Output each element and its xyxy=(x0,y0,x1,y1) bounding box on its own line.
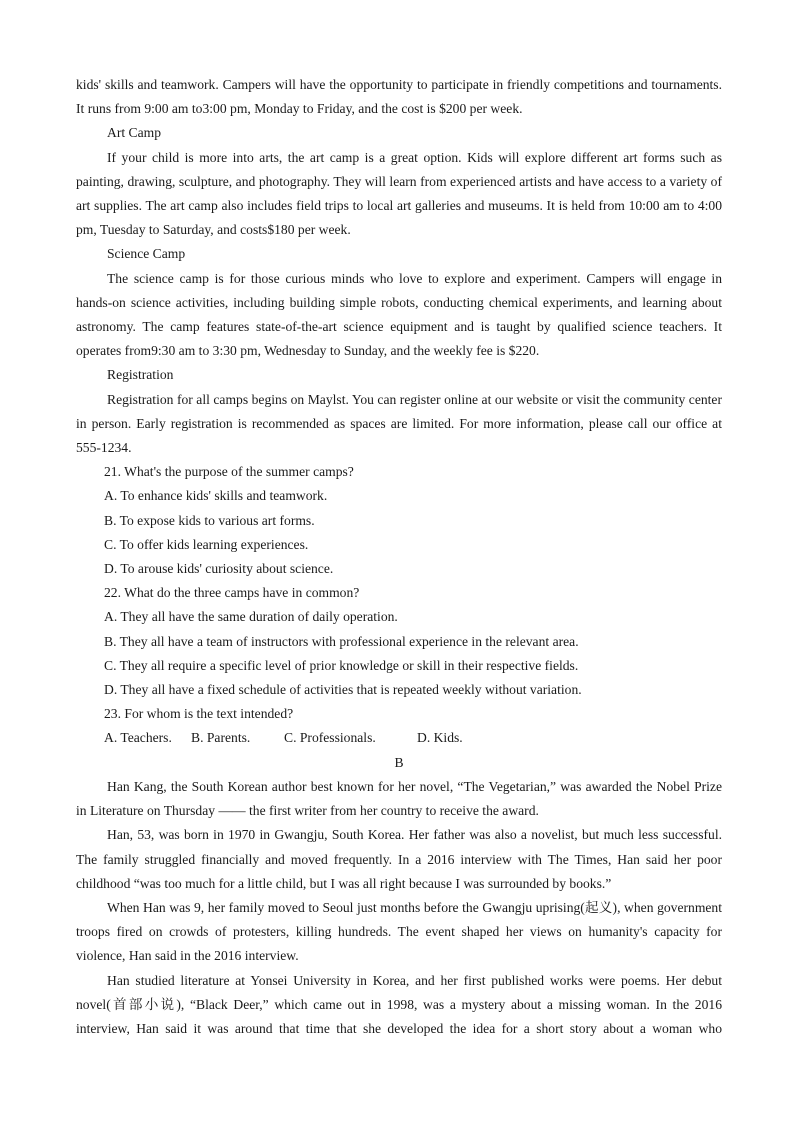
section-heading-art-camp: Art Camp xyxy=(107,125,161,141)
question-22-option-c: C. They all require a specific level of prior knowledge or skill in their respective fields. xyxy=(104,657,579,673)
section-body-art-camp: If your child is more into arts, the art camp is a great option. Kids will explore different art forms such as painting, drawing, sculpture, and photography. They will learn from experienced artists and have access to a variety of art supplies. The art camp also includes field trips to local art galleries and museums. It is held from 10:00 am to 4:00 pm, Tuesday to Saturday, and costs$180 per week. xyxy=(76,149,722,238)
question-22-option-d: D. They all have a fixed schedule of activities that is repeated weekly without variation. xyxy=(104,682,582,698)
section-heading-science-camp: Science Camp xyxy=(107,246,186,262)
question-23-stem: 23. For whom is the text intended? xyxy=(104,706,294,722)
question-22-option-b: B. They all have a team of instructors with professional experience in the relevant area. xyxy=(104,633,579,649)
question-23-options xyxy=(76,726,722,750)
question-23-option-a: A. Teachers. xyxy=(104,730,172,746)
question-23-option-d: D. Kids. xyxy=(417,730,463,746)
question-21-option-d: D. To arouse kids' curiosity about science. xyxy=(104,561,334,577)
question-21-option-a: A. To enhance kids' skills and teamwork. xyxy=(104,488,328,504)
question-22-option-a: A. They all have the same duration of daily operation. xyxy=(104,609,398,625)
exam-page xyxy=(76,73,722,1041)
question-23-option-c: C. Professionals. xyxy=(284,730,376,746)
question-23-option-b: B. Parents. xyxy=(191,730,251,746)
question-21-stem: 21. What's the purpose of the summer camps? xyxy=(104,464,354,480)
passage-a-intro-tail: kids' skills and teamwork. Campers will have the opportunity to participate in friendly competitions and tournaments. It runs from 9:00 am to3:00 pm, Monday to Friday, and the cost is $200 per week. xyxy=(76,77,722,117)
passage-b-paragraph-1: Han Kang, the South Korean author best known for her novel, “The Vegetarian,” was awarded the Nobel Prize in Literature on Thursday —— the first writer from her country to receive the award. xyxy=(76,778,722,819)
passage-b-paragraph-4: Han studied literature at Yonsei University in Korea, and her first published works were poems. Her debut novel(首部小说), “Black Deer,” which came out in 1998, was a mystery about a missing woman. In the 2016 interview, Han said it was around that time that she developed the idea for a short story about a woman who xyxy=(76,972,722,1036)
section-heading-registration: Registration xyxy=(107,367,174,383)
section-body-registration: Registration for all camps begins on Maylst. You can register online at our website or visit the community center in person. Early registration is recommended as spaces are limited. For more information, please call our office at 555-1234. xyxy=(76,391,722,456)
question-21-option-b: B. To expose kids to various art forms. xyxy=(104,512,315,528)
question-22-stem: 22. What do the three camps have in common? xyxy=(104,585,360,601)
passage-b-paragraph-2: Han, 53, was born in 1970 in Gwangju, South Korea. Her father was also a novelist, but much less successful. The family struggled financially and moved frequently. In a 2016 interview with The Times, Han said her poor childhood “was too much for a little child, but I was all right because I was surrounded by books.” xyxy=(76,827,722,891)
passage-b-label: B xyxy=(394,754,404,770)
question-21-option-c: C. To offer kids learning experiences. xyxy=(104,536,309,552)
section-body-science-camp: The science camp is for those curious minds who love to explore and experiment. Campers will engage in hands-on science activities, including building simple robots, conducting chemical experiments, and learning about astronomy. The camp features state-of-the-art science equipment and is taught by qualified science teachers. It operates from9:30 am to 3:30 pm, Wednesday to Sunday, and the weekly fee is $220. xyxy=(76,270,722,359)
passage-b-paragraph-3: When Han was 9, her family moved to Seoul just months before the Gwangju uprising(起义), when government troops fired on crowds of protesters, killing hundreds. The event shaped her views on humanity's capacity for violence, Han said in the 2016 interview. xyxy=(76,899,722,964)
